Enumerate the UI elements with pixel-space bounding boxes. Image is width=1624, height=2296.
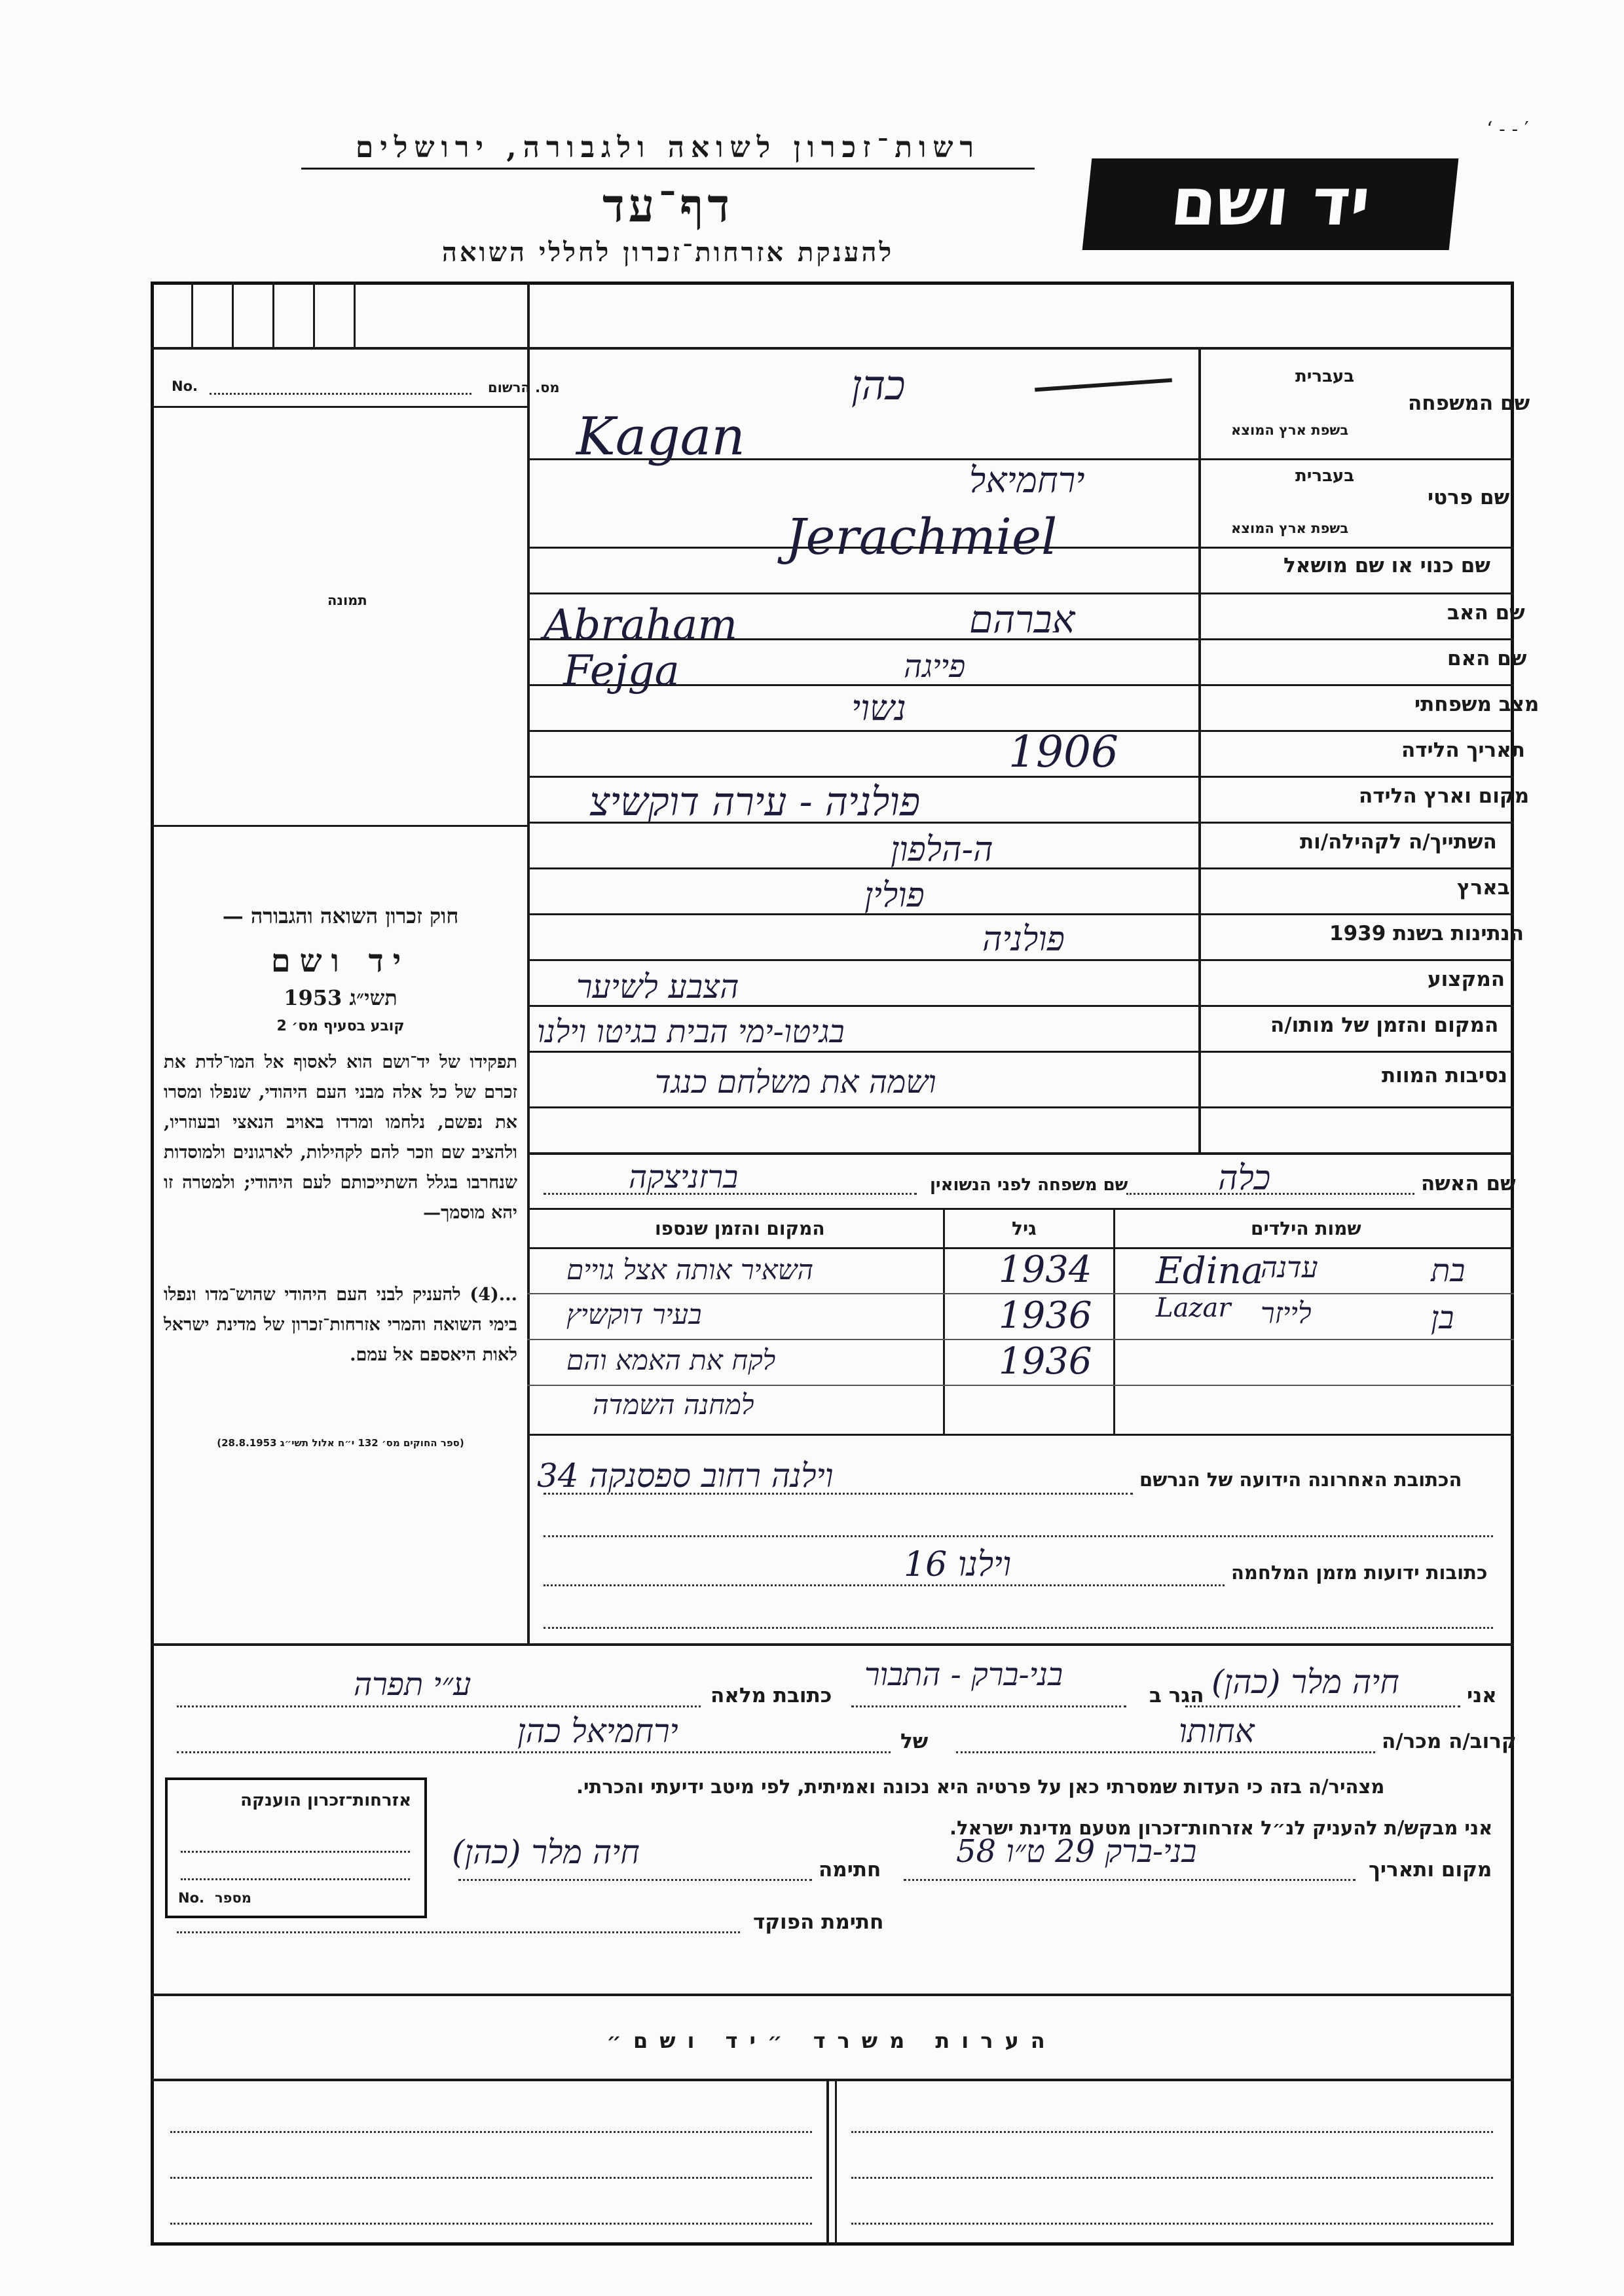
registry-no-label: No. [172, 378, 198, 394]
marital-label: מצב משפחתי [1414, 693, 1540, 716]
logo-text: יד ושם [1167, 164, 1374, 240]
firstname-label: שם פרטי [1428, 486, 1510, 509]
law-clause4: ...(4) להעניק לבני העם היהודי שהוש־מדו ונפלו בימי השואה והמרי אזרחות־זכרון של מדינת ישראל לאות היאספם אל עמם. [164, 1285, 517, 1365]
death-place-label: המקום והזמן של מותו/ה [1270, 1013, 1499, 1037]
war-address-label: כתובות ידועות מזמן המלחמה [1231, 1561, 1488, 1584]
community-label: השתייך/ה לקהילה/ות [1300, 830, 1497, 854]
child-place: לקח את האמא והם [566, 1344, 776, 1376]
declarant-name: חיה מלר (כהן) [1211, 1663, 1399, 1701]
request-text: אני מבקש/ת להעניק לנ״ל אזרחות־זכרון מטעם מדינת ישראל. [950, 1817, 1493, 1839]
last-address-label: הכתובת האחרונה הידועה של הנרשם [1139, 1468, 1462, 1491]
last-address-value: וילנה רחוב ספסנקה 34 [537, 1457, 834, 1495]
profession-label: המקצוע [1428, 968, 1505, 991]
surname-hebrew-value: כהן [851, 361, 906, 409]
surname-origin-value: Kagan [576, 406, 745, 467]
form-title: דף־עד [602, 178, 733, 232]
declarant-i-label: אני [1467, 1684, 1497, 1707]
death-circ-label: נסיבות המוות [1382, 1064, 1507, 1087]
birthdate-label: תאריך הלידה [1401, 738, 1525, 762]
child-relation: בת [1431, 1252, 1466, 1289]
mother-hebrew-value: פייגה [904, 648, 966, 685]
place-date-label: מקום ותאריך [1369, 1858, 1492, 1882]
father-hebrew-value: אברהם [969, 597, 1075, 642]
declarant-residence: בני-ברק - התבור [864, 1656, 1063, 1693]
yad-vashem-logo [1082, 158, 1459, 250]
surname-label: שם המשפחה [1408, 392, 1530, 415]
nickname-label: שם כנוי או שם מושאל [1283, 554, 1490, 577]
marital-value: נשוי [851, 687, 906, 729]
child-place: בעיר דוקשיץ [566, 1298, 702, 1330]
child-place: למחנה השמדה [593, 1389, 754, 1421]
of-value: ירחמיאל כהן [517, 1712, 678, 1750]
child-age-extra: 1936 [999, 1340, 1092, 1383]
child-name-hebrew: עדנה [1261, 1251, 1318, 1285]
place-date-value: בני-ברק 29 ט״ו 58 [956, 1833, 1197, 1870]
grant-box-number-label: מספר [215, 1890, 251, 1906]
firstname-origin-value: Jerachmiel [786, 507, 1058, 566]
surname-hebrew-label: בעברית [1295, 367, 1355, 386]
law-name: יד ושם [270, 943, 411, 979]
law-title: חוק זכרון השואה והגבורה — [222, 903, 459, 928]
clerk-signature-label: חתימת הפוקד [753, 1910, 884, 1934]
registry-number-label: מס. הרשום [488, 380, 560, 395]
registry-number-boxes [151, 282, 527, 347]
declarant-resident-label: הגר ב [1149, 1684, 1204, 1707]
citizenship-label: הנתינות בשנת 1939 [1329, 922, 1524, 945]
signature-label: חתימה [819, 1858, 881, 1882]
table-row [527, 1385, 1514, 1430]
surname-origin-label: בשפת ארץ המוצא [1231, 422, 1349, 438]
child-age: 1936 [999, 1294, 1092, 1337]
full-address-value: ע״י תפרה [354, 1666, 471, 1703]
declaration-text: מצהיר/ה בזה כי העדות שמסרתי כאן על פרטיה היא נכונה ואמיתית, לפי מיטב ידיעתי והכרתי. [576, 1776, 1385, 1798]
table-row [527, 1339, 1514, 1385]
death-circ-value: ושמה את משלחם כנגד [655, 1064, 936, 1101]
of-label: של [900, 1730, 929, 1753]
relation-value: אחותו [1179, 1712, 1255, 1750]
country-value: פולין [864, 876, 925, 915]
birthplace-value: פולניה - עירה דוקשיצ [589, 779, 921, 825]
country-label: בארץ [1457, 876, 1510, 900]
child-place: השאיר אותה אצל גויים [566, 1254, 814, 1286]
father-label: שם האב [1447, 601, 1525, 625]
wife-maiden-label: שם משפחה לפני הנשואין [930, 1175, 1128, 1195]
law-clause-ref: קובע בסעיף מס׳ 2 [276, 1018, 405, 1034]
community-value: ה-הלפון [891, 830, 993, 869]
grant-box-no-label: No. [178, 1890, 204, 1906]
form-subtitle: להענקת אזרחות־זכרון לחללי השואה [441, 237, 895, 268]
children-age-header: גיל [1012, 1218, 1037, 1239]
law-year: תשי״ג 1953 [284, 985, 397, 1010]
children-names-header: שמות הילדים [1251, 1218, 1361, 1239]
war-address-value: וילנו 16 [904, 1545, 1012, 1584]
org-name: רשות־זכרון לשואה ולגבורה, ירושלים [355, 131, 981, 164]
children-place-header: המקום והזמן שנספו [655, 1218, 825, 1239]
relative-label: קרוב/ה מכר/ה [1382, 1730, 1517, 1753]
corner-marks: ‘ ˗ ˗ ′ [1486, 118, 1529, 141]
father-value: Abraham [544, 601, 737, 649]
wife-value: כלה [1218, 1159, 1271, 1198]
mother-value: Fejga [563, 647, 680, 695]
office-notes-title: הערות משרד ״יד ושם״ [606, 2028, 1057, 2053]
firstname-origin-label: בשפת ארץ המוצא [1231, 520, 1349, 536]
children-rows [527, 1247, 1514, 1434]
child-name-latin: Lazar [1156, 1293, 1231, 1323]
death-place-value: בגיטו-ימי הבית בגיטו וילנו [537, 1013, 845, 1050]
full-address-label: כתובת מלאה [710, 1684, 832, 1707]
profession-value: הצבע לשיער [576, 968, 739, 1006]
wife-maiden-value: ברזניצקה [629, 1159, 739, 1195]
grant-box-title: אזרחות־זכרון הוענקה [240, 1791, 411, 1810]
wife-label: שם האשה [1421, 1172, 1516, 1195]
org-underline [301, 168, 1035, 170]
child-age: 1934 [999, 1248, 1092, 1291]
law-body: תפקידו של יד־ושם הוא לאסוף אל המו־לדת את זכרם של כל אלה מבני העם היהודי, שנפלו ומסרו את נפשם, נלחמו ומרדו באויב הנאצי ובעוזריו, ולהציב שם וזכר להם לקהילות, לארגונים ולמוסדות שנחרבו בגלל השתייכותם לעם היהודי; ולמטרה זו יהא מוסמך— [164, 1052, 517, 1223]
table-row [527, 1247, 1514, 1293]
citizenship-value: פולניה [982, 920, 1065, 959]
birthdate-value: 1906 [1008, 727, 1118, 777]
birthplace-label: מקום וארץ הלידה [1359, 784, 1530, 808]
child-name-latin: Edina [1156, 1250, 1264, 1292]
table-row [527, 1293, 1514, 1339]
photo-label: תמונה [327, 592, 367, 608]
grant-box [165, 1777, 427, 1918]
law-citation: (ספר החוקים מס׳ 132 י״ח אלול תשי״ג 28.8.1953) [217, 1437, 464, 1449]
signature-value: חיה מלר (כהן) [452, 1833, 640, 1871]
mother-label: שם האם [1447, 647, 1527, 670]
firstname-hebrew-label: בעברית [1295, 466, 1355, 486]
firstname-hebrew-value: ירחמיאל [969, 460, 1085, 501]
child-name-hebrew: לייזר [1261, 1297, 1312, 1330]
child-relation: בן [1431, 1300, 1454, 1336]
